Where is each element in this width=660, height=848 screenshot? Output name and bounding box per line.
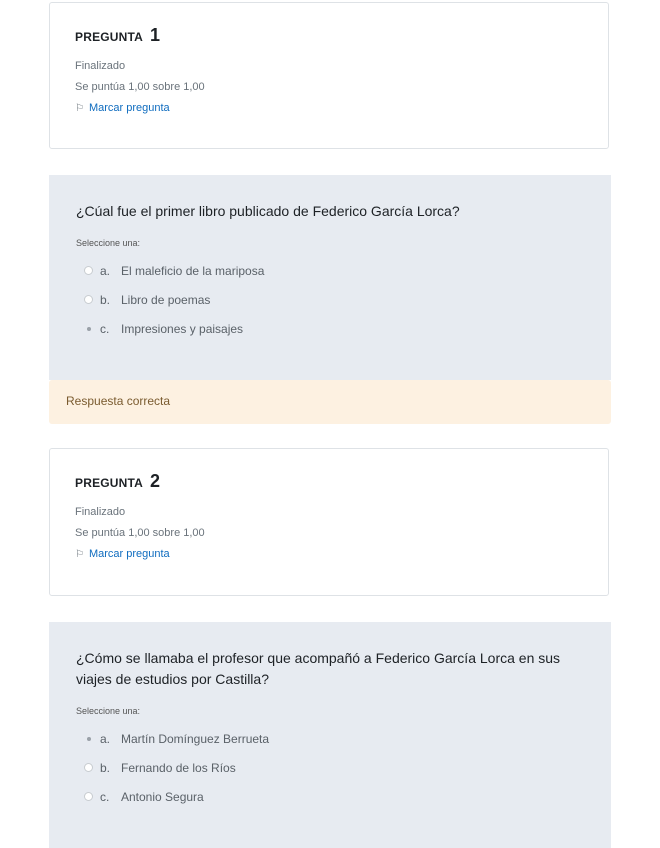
question-state: Finalizado [75,60,126,72]
radio-button-selected[interactable] [84,324,93,333]
answer-option-a[interactable] [76,724,584,753]
radio-button[interactable] [84,295,93,304]
answer-text: Impresiones y paisajes [121,321,244,336]
question-number: 1 [150,25,161,45]
question-text: ¿Cúal fue el primer libro publicado de Federico García Lorca? [76,203,460,219]
answer-option-c[interactable] [76,782,584,811]
answer-option-c[interactable] [76,314,584,343]
flag-question-label: Marcar pregunta [88,102,170,114]
answer-letter: a. [100,731,111,746]
flag-question-label: Marcar pregunta [88,548,170,560]
question-state: Finalizado [75,506,126,518]
flag-icon: ⚐ [75,548,84,560]
answer-text: Antonio Segura [121,789,204,804]
feedback-box: Respuesta correcta [49,380,611,424]
flag-question-link[interactable] [75,102,583,114]
answer-letter: c. [100,789,110,804]
answer-option-b[interactable] [76,285,584,314]
question-2-content [49,622,611,848]
question-label: PREGUNTA [75,30,144,44]
answer-letter: a. [100,263,111,278]
flag-icon: ⚐ [75,102,84,114]
answer-text: Martín Domínguez Berrueta [121,731,270,746]
radio-button[interactable] [84,763,93,772]
question-2-info [49,448,609,596]
answer-option-b[interactable] [76,753,584,782]
answer-option-a[interactable] [76,256,584,285]
radio-button[interactable] [84,266,93,275]
answer-text: Fernando de los Ríos [121,760,236,775]
question-1-info [49,2,609,149]
question-grade: Se puntúa 1,00 sobre 1,00 [75,527,205,539]
answer-text: Libro de poemas [121,292,211,307]
answer-text: El maleficio de la mariposa [121,263,265,278]
answer-letter: b. [100,760,111,775]
radio-button[interactable] [84,792,93,801]
question-header [75,25,583,46]
answer-letter: c. [100,321,110,336]
answer-prompt: Seleccione una: [76,706,141,716]
question-1-content [49,175,611,380]
radio-button-selected[interactable] [84,734,93,743]
question-label: PREGUNTA [75,476,144,490]
question-number: 2 [150,471,161,491]
answer-prompt: Seleccione una: [76,238,141,248]
question-header [75,471,583,492]
flag-question-link[interactable] [75,548,583,560]
question-text: ¿Cómo se llamaba el profesor que acompañó a Federico García Lorca en sus viajes de estudios por Castilla? [76,650,561,687]
answer-letter: b. [100,292,111,307]
question-grade: Se puntúa 1,00 sobre 1,00 [75,81,205,93]
